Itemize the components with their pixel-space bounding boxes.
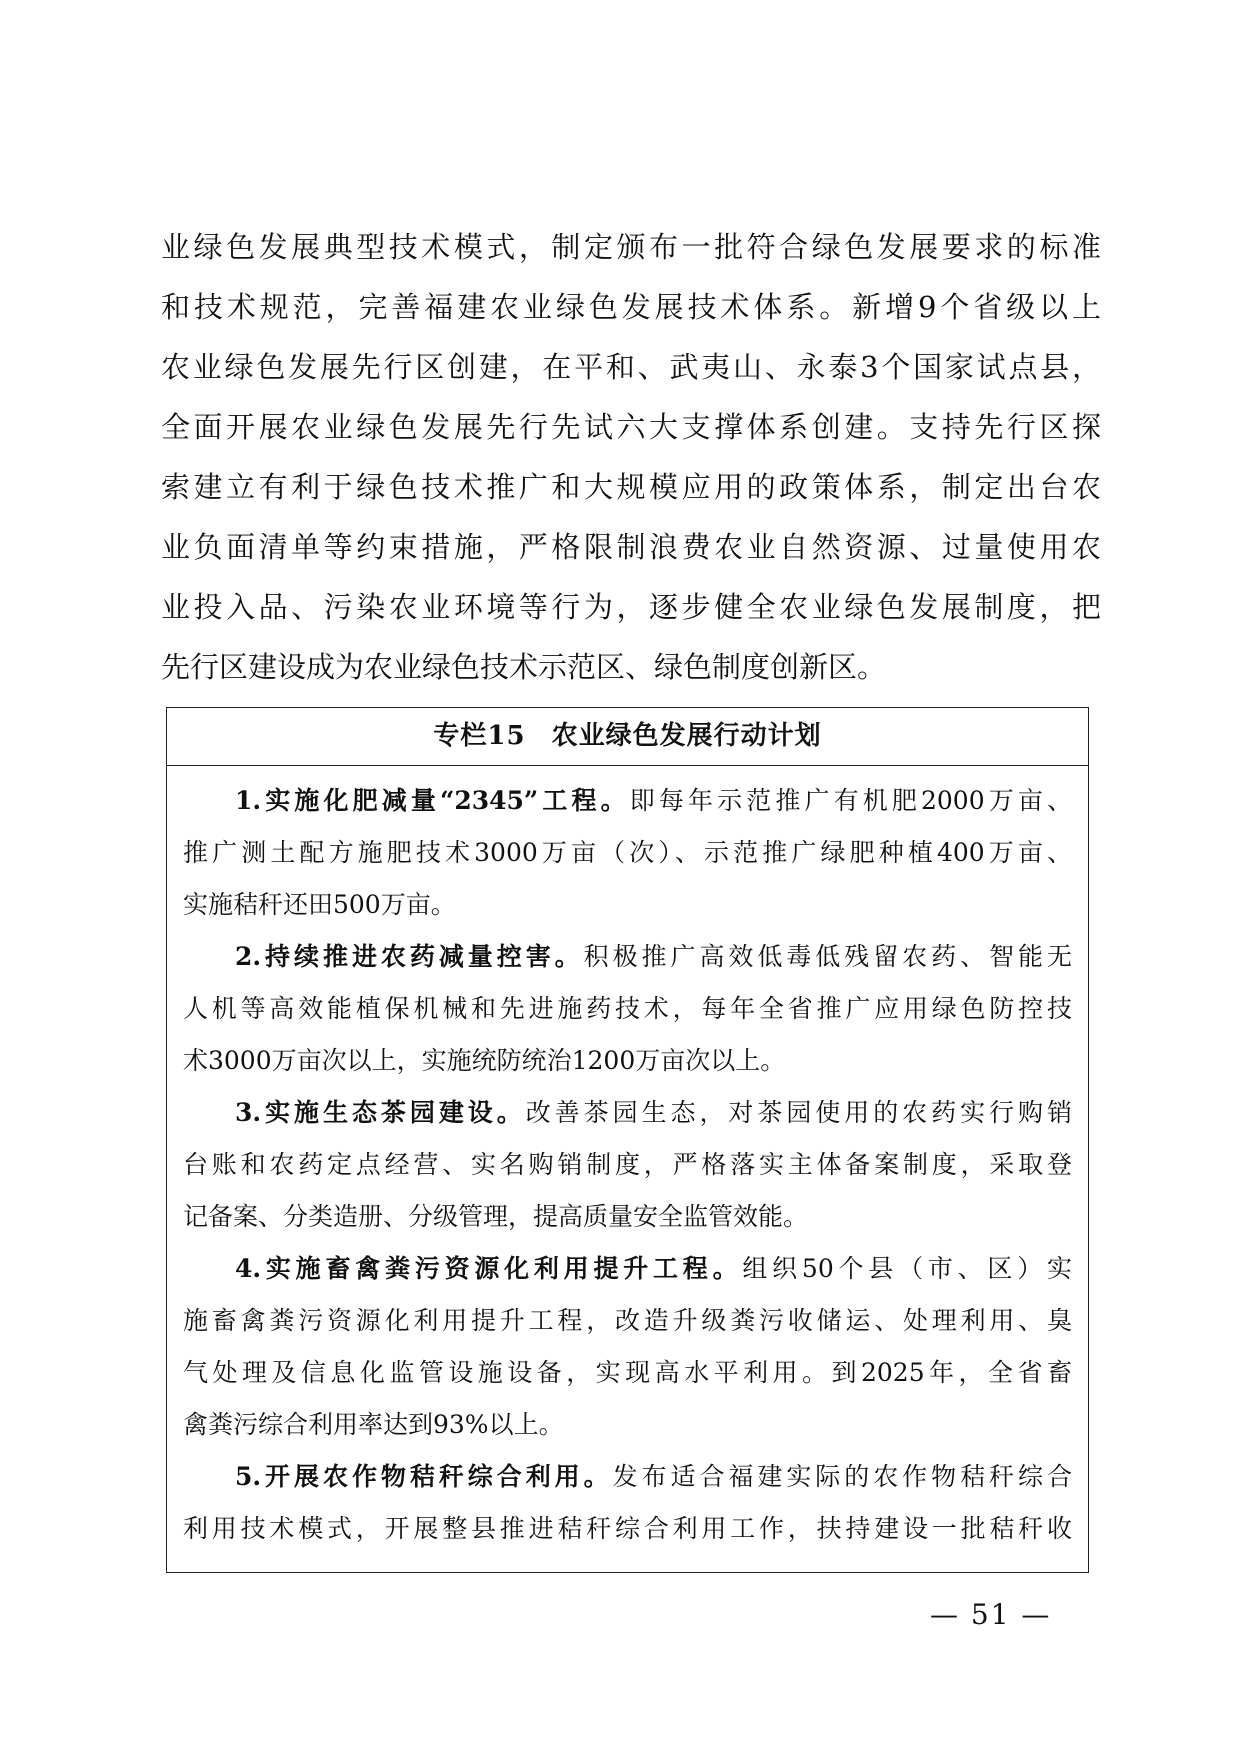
item-line: 术3000万亩次以上，实施统防统治1200万亩次以上。 (183, 1046, 786, 1075)
item-line: 记备案、分类造册、分级管理，提高质量安全监管效能。 (183, 1202, 809, 1231)
item-text: 积极推广高效低毒低残留农药、智能无 (583, 942, 1072, 971)
item-line: 推广测土配方施肥技术3000万亩（次）、示范推广绿肥种植400万亩、 (183, 838, 1072, 867)
paragraph-line: 索建立有利于绿色技术推广和大规模应用的政策体系，制定出台农 (161, 470, 1101, 504)
item-heading-line (183, 1243, 1072, 1295)
item-heading: 2.持续推进农药减量控害。 (235, 942, 584, 971)
page-number: — 51 — (930, 1598, 1052, 1631)
item-heading-line (183, 931, 1072, 983)
item-text: 即每年示范推广有机肥2000万亩、 (629, 786, 1072, 815)
column-box-title (167, 708, 1088, 766)
item-line: 禽粪污综合利用率达到93%以上。 (183, 1410, 564, 1439)
paragraph-line: 业投入品、污染农业环境等行为，逐步健全农业绿色发展制度，把 (161, 590, 1101, 624)
item-heading: 3.实施生态茶园建设。 (235, 1098, 526, 1127)
paragraph-line: 先行区建设成为农业绿色技术示范区、绿色制度创新区。 (161, 650, 887, 684)
item-heading-line (183, 775, 1072, 827)
item-line: 实施秸秆还田500万亩。 (183, 890, 456, 919)
paragraph-line: 业负面清单等约束措施，严格限制浪费农业自然资源、过量使用农 (161, 530, 1101, 564)
item-line: 施畜禽粪污资源化利用提升工程，改造升级粪污收储运、处理利用、臭 (183, 1306, 1072, 1335)
item-heading: 4.实施畜禽粪污资源化利用提升工程。 (235, 1254, 743, 1283)
item-text: 改善茶园生态，对茶园使用的农药实行购销 (525, 1098, 1072, 1127)
paragraph-line: 全面开展农业绿色发展先行先试六大支撑体系创建。支持先行区探 (161, 410, 1101, 444)
paragraph-line: 业绿色发展典型技术模式，制定颁布一批符合绿色发展要求的标准 (161, 230, 1101, 264)
item-line: 人机等高效能植保机械和先进施药技术，每年全省推广应用绿色防控技 (183, 994, 1072, 1023)
item-heading: 1.实施化肥减量“2345”工程。 (235, 786, 630, 815)
item-text: 发布适合福建实际的农作物秸秆综合 (612, 1462, 1072, 1491)
item-heading: 5.开展农作物秸秆综合利用。 (235, 1462, 613, 1491)
column-box (166, 707, 1089, 1573)
paragraph-line: 和技术规范，完善福建农业绿色发展技术体系。新增9个省级以上 (161, 290, 1101, 324)
item-line: 台账和农药定点经营、实名购销制度，严格落实主体备案制度，采取登 (183, 1150, 1072, 1179)
item-line: 气处理及信息化监管设施设备，实现高水平利用。到2025年，全省畜 (183, 1358, 1072, 1387)
column-label: 专栏15 (433, 721, 526, 751)
item-line: 利用技术模式，开展整县推进秸秆综合利用工作，扶持建设一批秸秆收 (183, 1514, 1072, 1543)
item-heading-line (183, 1451, 1072, 1503)
item-text: 组织50个县（市、区）实 (742, 1254, 1072, 1283)
column-title: 农业绿色发展行动计划 (551, 721, 822, 751)
item-heading-line (183, 1087, 1072, 1139)
paragraph-line: 农业绿色发展先行区创建，在平和、武夷山、永泰3个国家试点县， (161, 350, 1101, 384)
